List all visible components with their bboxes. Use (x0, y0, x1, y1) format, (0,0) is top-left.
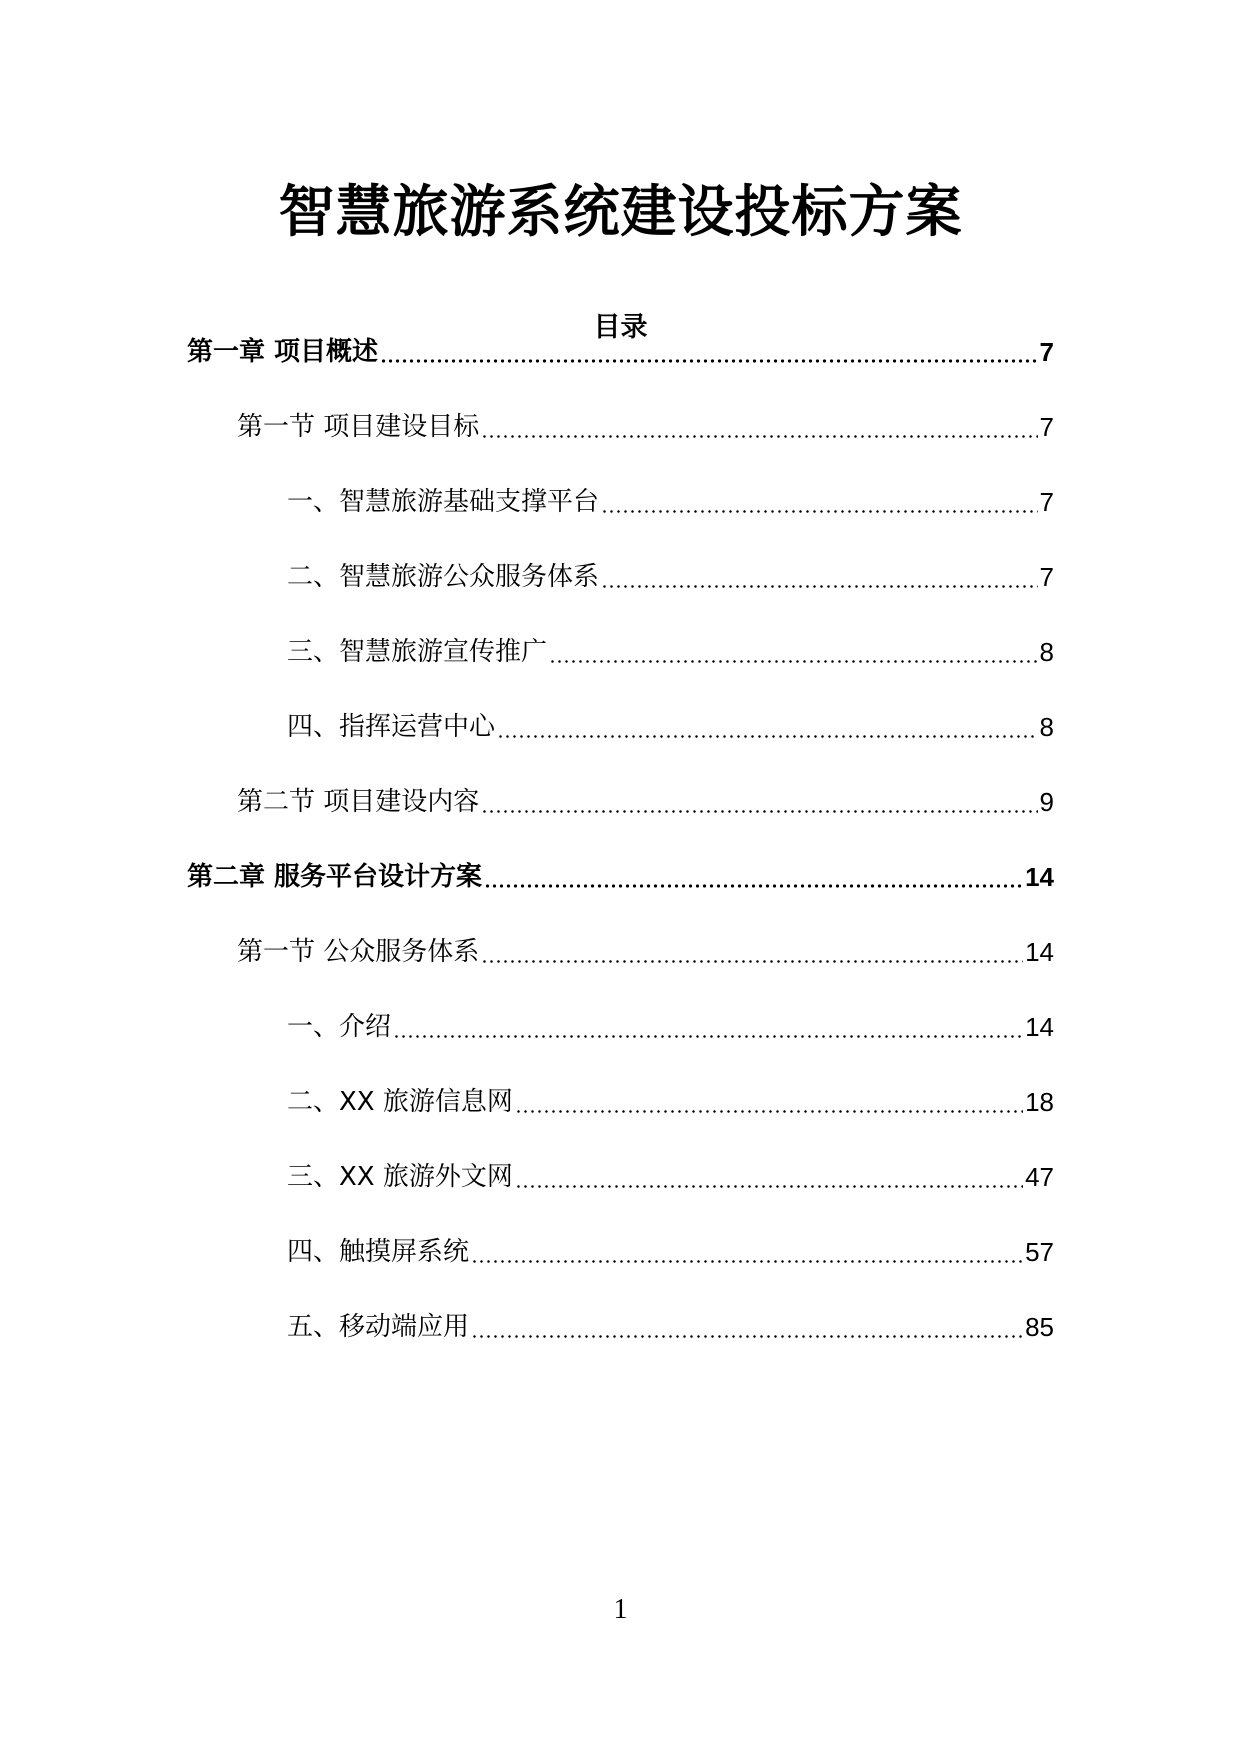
toc-heading: 目录 (593, 312, 648, 343)
toc-entry-label: 一、智慧旅游基础支撑平台 (287, 487, 600, 517)
toc-entry-label: 二、智慧旅游公众服务体系 (287, 562, 600, 592)
toc-entry-page: 85 (1025, 1312, 1054, 1342)
toc-entry-page: 57 (1025, 1237, 1054, 1267)
dot-leader (515, 1157, 1023, 1197)
toc-entry-label: 五、移动端应用 (287, 1312, 470, 1342)
document-title: 智慧旅游系统建设投标方案 (278, 180, 963, 245)
dot-leader (601, 557, 1038, 597)
toc-entry-label: 第一节 项目建设目标 (237, 412, 480, 442)
toc-entry-item-1-1-4[interactable] (287, 707, 1054, 747)
toc-entry-label: 第一节 公众服务体系 (237, 937, 480, 967)
toc-entry-section-1-2[interactable] (237, 782, 1054, 822)
toc-entry-label: 三、XX 旅游外文网 (287, 1162, 513, 1192)
dot-leader (484, 857, 1023, 897)
toc-entry-page: 14 (1025, 862, 1054, 892)
toc-entry-page: 47 (1025, 1162, 1054, 1192)
dot-leader (497, 707, 1038, 747)
toc-entry-page: 14 (1025, 937, 1054, 967)
toc-entry-section-1-1[interactable] (237, 407, 1054, 447)
toc-entry-item-1-1-2[interactable] (287, 557, 1054, 597)
toc-entry-item-1-1-1[interactable] (287, 482, 1054, 522)
toc-entry-item-2-1-5[interactable] (287, 1307, 1054, 1347)
toc-entry-chapter-1[interactable] (187, 332, 1054, 372)
dot-leader (601, 482, 1038, 522)
dot-leader (481, 782, 1037, 822)
dot-leader (549, 632, 1038, 672)
dot-leader (393, 1007, 1023, 1047)
toc-entry-label: 四、指挥运营中心 (287, 712, 496, 742)
toc-entry-item-1-1-3[interactable] (287, 632, 1054, 672)
toc-entry-page: 7 (1039, 562, 1054, 592)
toc-entry-page: 7 (1039, 487, 1054, 517)
toc-entry-page: 8 (1039, 637, 1054, 667)
toc-entry-label: 一、介绍 (287, 1012, 392, 1042)
page-number: 1 (613, 1594, 628, 1625)
toc-entry-item-2-1-1[interactable] (287, 1007, 1054, 1047)
toc-entry-section-2-1[interactable] (237, 932, 1054, 972)
toc-entry-page: 14 (1025, 1012, 1054, 1042)
toc-entry-item-2-1-2[interactable] (287, 1082, 1054, 1122)
toc-entry-page: 7 (1039, 337, 1054, 367)
dot-leader (515, 1082, 1023, 1122)
toc-entry-label: 第二章 服务平台设计方案 (187, 862, 483, 892)
toc-entry-label: 第二节 项目建设内容 (237, 787, 480, 817)
toc-entry-page: 18 (1025, 1087, 1054, 1117)
toc-entry-chapter-2[interactable] (187, 857, 1054, 897)
toc-entry-item-2-1-3[interactable] (287, 1157, 1054, 1197)
dot-leader (380, 332, 1037, 372)
toc-entry-page: 7 (1039, 412, 1054, 442)
toc-entry-label: 三、智慧旅游宣传推广 (287, 637, 548, 667)
toc-entry-page: 8 (1039, 712, 1054, 742)
dot-leader (481, 407, 1037, 447)
toc-entry-page: 9 (1039, 787, 1054, 817)
toc-entry-item-2-1-4[interactable] (287, 1232, 1054, 1272)
dot-leader (471, 1232, 1023, 1272)
toc-entry-label: 第一章 项目概述 (187, 337, 379, 367)
dot-leader (471, 1307, 1023, 1347)
toc-entry-label: 二、XX 旅游信息网 (287, 1087, 513, 1117)
toc-entry-label: 四、触摸屏系统 (287, 1237, 470, 1267)
dot-leader (481, 932, 1023, 972)
